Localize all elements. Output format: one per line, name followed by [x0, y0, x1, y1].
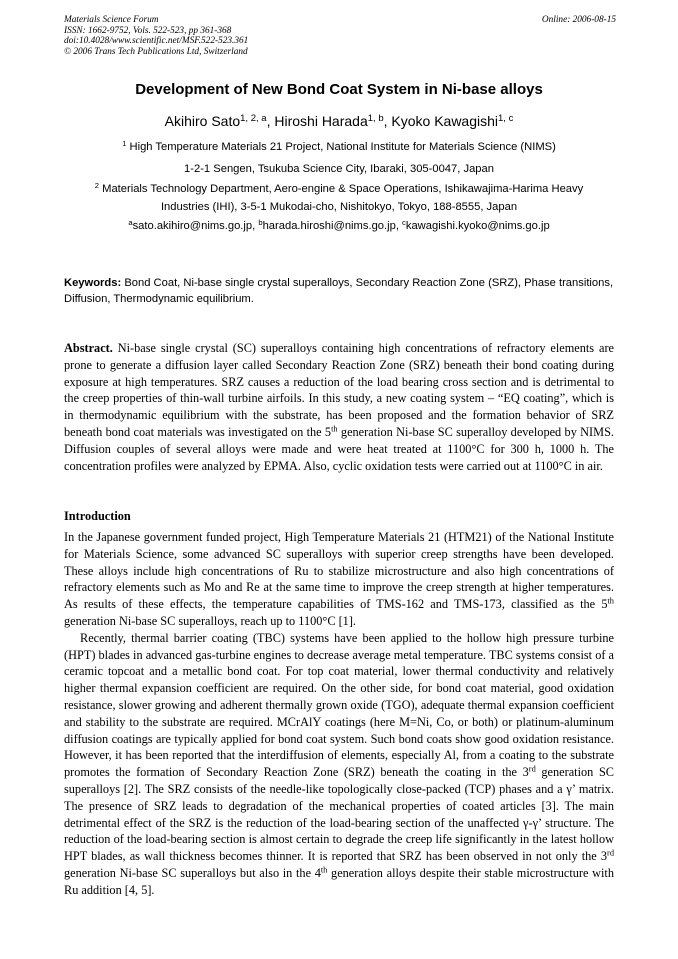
email-mark: c [402, 217, 406, 227]
affiliation-line: Industries (IHI), 3-5-1 Mukodai-cho, Nishitokyo, Tokyo, 188-8555, Japan [160, 201, 518, 213]
abstract [64, 340, 614, 474]
author-name: Kyoko Kawagishi [391, 113, 499, 129]
journal-header [64, 15, 616, 57]
keywords-text: Bond Coat, Ni-base single crystal superalloys, Secondary Reaction Zone (SRZ), Phase transitions, Diffusion, Thermodynamic equilibrium. [64, 277, 614, 305]
ordinal-suffix: th [331, 424, 338, 434]
affiliation-line: Materials Technology Department, Aero-engine & Space Operations, Ishikawajima-Harima Heavy [102, 183, 584, 195]
email-address[interactable]: harada.hiroshi@nims.go.jp [262, 220, 396, 232]
abstract-label: Abstract. [64, 341, 113, 355]
affiliation-number: 1 [122, 138, 127, 148]
affiliation-1 [64, 138, 614, 178]
affiliation-2 [64, 180, 614, 216]
ordinal-suffix: rd [528, 764, 536, 774]
paragraph-text: In the Japanese government funded project, High Temperature Materials 21 (HTM21) of the National Institute for Materials Science, some advanced SC superalloys with superior creep strengths have been developed. These alloys include high concentrations of Ru to stabilize microstructure and also high concentrations of refractory elements such as Mo and Re at the same time to improve the creep strength at higher temperatures. As results of these effects, the temperature capabilities of TMS-162 and TMS-173, classified as the 5 [64, 530, 614, 612]
paragraph-text: generation SC superalloys [2]. The SRZ consists of the needle-like topologically close-packed (TCP) phases and a γ’ matrix. The presence of SRZ leads to degradation of the mechanical properties of coated articles [3]. The main detrimental effect of the SRZ is the reduction of the load-bearing section of the unaffected γ-γ’ structure. The reduction of the load-bearing section is almost certain to degrade the creep life significantly in the latest hollow HPT blades, as wall thickness becomes thinner. It is reported that SRZ has been observed in not only the 3 [64, 765, 614, 864]
author-affil-mark: 1, c [498, 112, 514, 124]
author-name: Akihiro Sato [164, 113, 241, 129]
section-heading-introduction: Introduction [64, 509, 131, 523]
issn-line: ISSN: 1662-9752, Vols. 522-523, pp 361-368 [64, 25, 232, 36]
online-date: Online: 2006-08-15 [541, 15, 616, 25]
affiliation-number: 2 [94, 180, 100, 190]
ordinal-suffix: th [607, 596, 614, 606]
journal-name: Materials Science Forum [64, 15, 159, 25]
paragraph [64, 630, 614, 899]
email-mark: a [128, 217, 133, 227]
email-list: $^a$sato.akihiro@nims.go.jp, $^b$harada.hiroshi@nims.go.jp, $^c$kawagishi.kyoko@nims.go.jp [128, 217, 550, 232]
copyright-line: © 2006 Trans Tech Publications Ltd, Switzerland [64, 46, 248, 57]
author-name: Hiroshi Harada [274, 113, 368, 129]
keywords-label: Keywords: [64, 277, 122, 289]
email-address[interactable]: kawagishi.kyoko@nims.go.jp [405, 220, 550, 232]
introduction-body [64, 529, 614, 899]
affiliation-line: High Temperature Materials 21 Project, National Institute for Materials Science (NIMS) [129, 141, 556, 153]
paragraph-text: generation Ni-base SC superalloys, reach up to 1100°C [1]. [64, 613, 357, 628]
paragraph [64, 529, 614, 630]
ordinal-suffix: rd [607, 848, 614, 858]
paragraph-text: generation Ni-base SC superalloys but also in the 4 [64, 865, 321, 880]
ordinal-suffix: th [320, 865, 328, 875]
author-affil-mark: 1, 2, a [240, 112, 267, 124]
abstract-text: Ni-base single crystal (SC) superalloys containing high concentrations of refractory elements are prone to generate a diffusion layer called Secondary Reaction Zone (SRZ) beneath their bond coating during exposure at high temperatures. SRZ causes a reduction of the load bearing cross section and is detrimental to the creep properties of thin-wall turbine airfoils. In this study, a new coating system – “EQ coating”, which is in thermodynamic equilibrium with the substrate, has been proposed and the formation behavior of SRZ beneath bond coat materials was investigated on the 5 [64, 341, 614, 439]
keywords [64, 275, 614, 307]
author-list: Akihiro Sato$^{1, 2, a}$, Hiroshi Harada$^{1, b}$, Kyoko Kawagishi$^{1, c}$ [164, 112, 514, 129]
paragraph-text: Recently, thermal barrier coating (TBC) systems have been applied to the hollow high pressure turbine (HPT) blades in advanced gas-turbine engines to decrease average metal temperature. TBC systems consist of a ceramic topcoat and a metallic bond coat. For top coat material, lower thermal conductivity and relatively higher thermal expansion coefficient are required. On the other side, for bond coat material, good oxidation resistance, slower growing and adherent thermally grown oxide (TGO), adequate thermal expansion coefficient and stability to the substrate are required. MCrAlY coatings (here M=Ni, Co, or both) or platinum-aluminum diffusion coatings are typically applied for bond coat system. Such bond coats show good oxidation resistance. However, it has been reported that the interdiffusion of elements, especially Al, from a coating to the substrate promotes the formation of Secondary Reaction Zone (SRZ) beneath the coating in the 3 [64, 630, 614, 780]
email-mark: b [258, 217, 263, 227]
email-address[interactable]: sato.akihiro@nims.go.jp [132, 220, 253, 232]
paragraph-text: generation alloys despite their stable microstructure with Ru addition [4, 5]. [64, 865, 614, 897]
affiliation-line: 1-2-1 Sengen, Tsukuba Science City, Ibaraki, 305-0047, Japan [184, 163, 494, 175]
author-affil-mark: 1, b [367, 112, 384, 124]
abstract-text: generation Ni-base SC superalloy developed by NIMS. Diffusion couples of several alloys were made and were heat treated at 1100°C for 300 h, 1000 h. The concentration profiles were analyzed by EPMA. Also, cyclic oxidation tests were carried out at 1100°C in air. [64, 424, 614, 473]
doi-line: doi:10.4028/www.scientific.net/MSF.522-523.361 [64, 36, 249, 46]
paper-title: Development of New Bond Coat System in Ni-base alloys [135, 81, 543, 98]
